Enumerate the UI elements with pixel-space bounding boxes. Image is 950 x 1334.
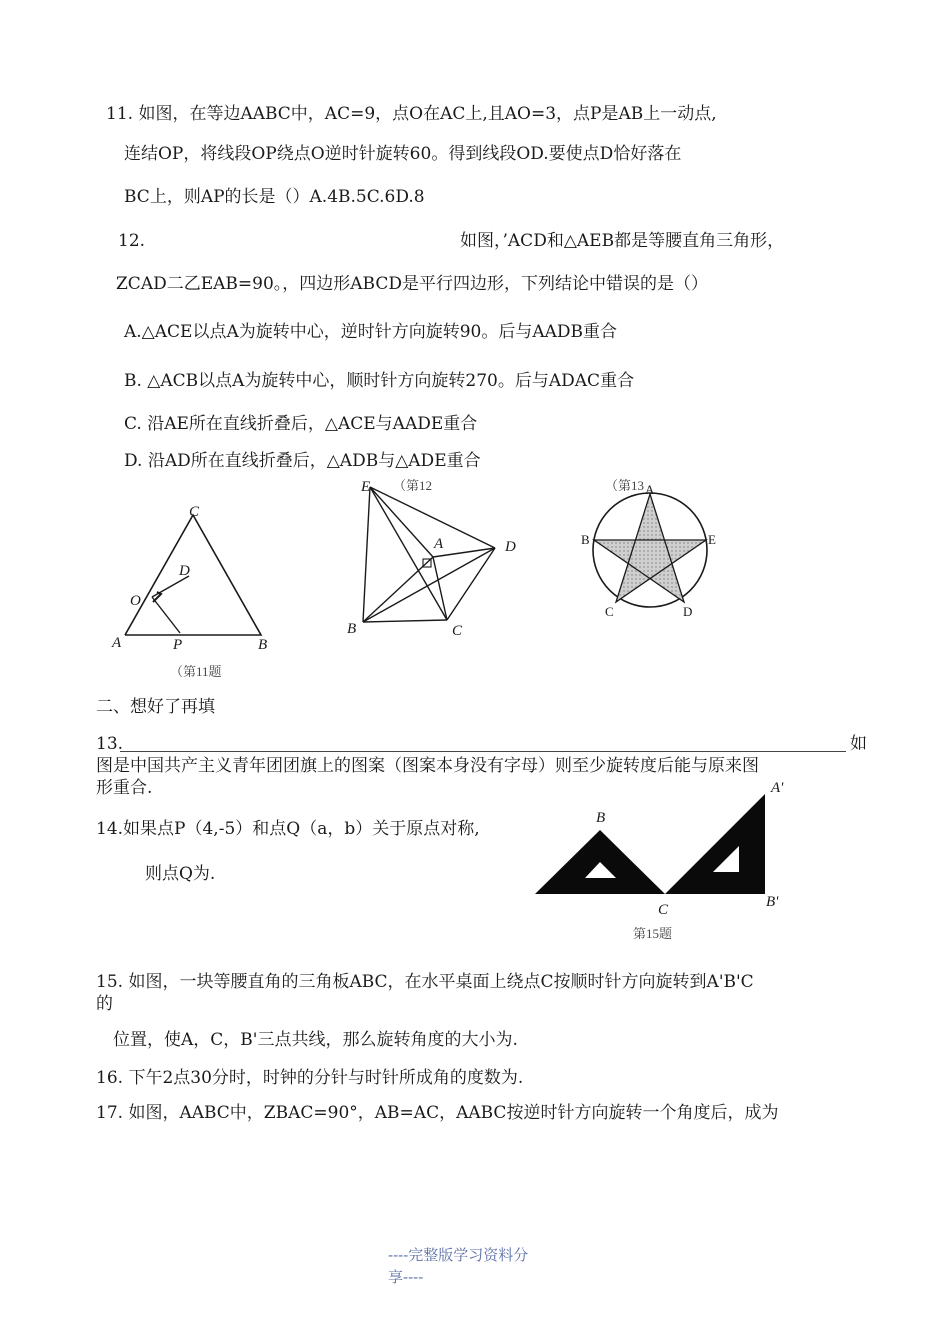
q12-line2: ZCAD二乙EAB=90。，四边形ABCD是平行四边形，下列结论中错误的是（）	[116, 274, 709, 294]
fig11-label-o: O	[130, 593, 141, 609]
figure-15-set-squares	[525, 780, 805, 940]
figure-13-star	[575, 478, 725, 618]
q12-option-a: A.△ACE以点A为旋转中心，逆时针方向旋转90。后与AADB重合	[124, 322, 618, 342]
fig11-label-p: P	[173, 637, 183, 653]
q12-line1: 如图，’ACD和△AEB都是等腰直角三角形，	[460, 231, 785, 251]
fig12-caption: （第12	[393, 478, 433, 493]
fig12-label-b: B	[347, 621, 357, 637]
fig12-label-a: A	[434, 536, 444, 552]
fig12-label-c: C	[452, 623, 463, 639]
fig15-label-a-prime: A'	[771, 780, 784, 796]
fig12-label-e: E	[361, 479, 371, 495]
q14-line1: 14.如果点P（4,-5）和点Q（a，b）关于原点对称,	[96, 819, 480, 839]
fig11-label-d: D	[179, 563, 190, 579]
q13-line3: 形重合.	[96, 778, 153, 798]
q15-line1: 15. 如图，一块等腰直角的三角板ABC，在水平桌面上绕点C按顺时针方向旋转到A'B'C	[96, 972, 754, 992]
q16-text: 16. 下午2点30分时，时钟的分针与时针所成角的度数为.	[96, 1068, 524, 1088]
q12-number: 12.	[118, 231, 146, 251]
fig13-label-d: D	[683, 604, 693, 618]
q13-line2: 图是中国共产主义青年团团旗上的图案（图案本身没有字母）则至少旋转度后能与原来图	[96, 756, 759, 776]
fig11-label-a: A	[112, 635, 122, 651]
q15-line2: 位置，使A，C，B'三点共线，那么旋转角度的大小为.	[113, 1030, 518, 1050]
fig13-caption: （第13	[605, 478, 645, 493]
section-heading: 二、想好了再填	[96, 697, 215, 717]
footer-line1: ----完整版学习资料分	[388, 1246, 529, 1264]
fig13-label-a: A	[645, 482, 655, 497]
q13-tail: 如	[850, 734, 867, 754]
fig15-caption: 第15题	[633, 926, 673, 940]
q11-line2: 连结OP，将线段OP绕点O逆时针旋转60。得到线段OD.要使点D恰好落在	[124, 144, 682, 164]
fig15-label-c: C	[658, 902, 669, 918]
fig15-label-b: B	[596, 810, 606, 826]
fig12-label-d: D	[505, 539, 516, 555]
figure-11-triangle	[105, 490, 285, 690]
q17-text: 17. 如图，AABC中，ZBAC=90°，AB=AC，AABC按逆时针方向旋转一个角度后，成为	[96, 1103, 779, 1123]
fig13-label-c: C	[605, 604, 614, 618]
fig11-label-c: C	[189, 504, 200, 520]
fig11-caption: （第11题	[170, 664, 222, 679]
fig13-label-e: E	[708, 532, 716, 547]
footer-line2: 享----	[388, 1268, 424, 1286]
q14-line2: 则点Q为.	[145, 864, 216, 884]
fig11-label-b: B	[258, 637, 268, 653]
figure-12-quadrilateral	[335, 475, 535, 645]
q12-option-d: D. 沿AD所在直线折叠后，△ADB与△ADE重合	[124, 451, 481, 471]
q15-line1-wrap: 的	[96, 994, 113, 1014]
fig15-label-b-prime: B'	[766, 894, 779, 910]
q11-line3: BC上，则AP的长是（）A.4B.5C.6D.8	[124, 187, 425, 207]
q12-option-c: C. 沿AE所在直线折叠后，△ACE与AADE重合	[124, 414, 478, 434]
q11-line1: 11. 如图，在等边AABC中，AC=9，点O在AC上,且AO=3，点P是AB上一动点,	[106, 104, 717, 124]
q12-option-b: B. △ACB以点A为旋转中心，顺时针方向旋转270。后与ADAC重合	[124, 371, 635, 391]
q13-number: 13.	[96, 734, 124, 754]
q13-blank-line	[120, 751, 846, 752]
fig13-label-b: B	[581, 532, 590, 547]
